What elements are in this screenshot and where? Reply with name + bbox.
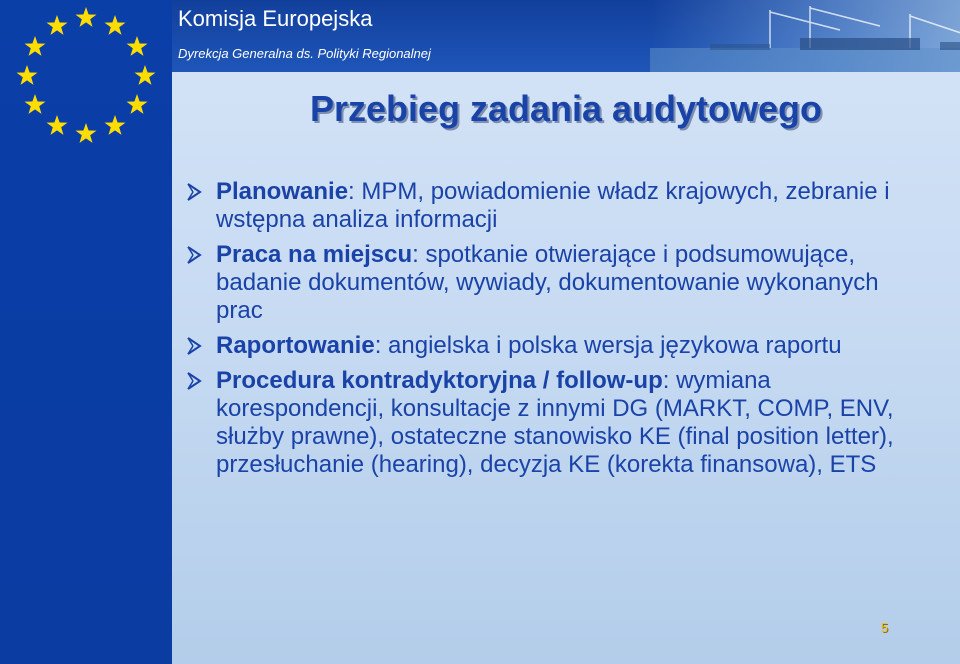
bullet-text: : wymiana korespondencji, konsultacje z innymi DG (MARKT, COMP, ENV, służby prawne), ostateczne stanowisko KE (final position letter), przesłuchanie (hearing), decyzja KE (korekta finansowa), ETS xyxy=(216,367,894,478)
arrow-bullet-icon xyxy=(184,336,204,356)
bullet-text: : angielska i polska wersja językowa raportu xyxy=(374,332,842,359)
bullet-term: Raportowanie xyxy=(216,332,375,359)
arrow-bullet-icon xyxy=(184,182,204,202)
slide-title: Przebieg zadania audytowego xyxy=(309,88,823,129)
eu-flag-band xyxy=(0,0,172,664)
page-number: 5 xyxy=(880,620,888,635)
list-item xyxy=(184,332,924,360)
arrow-bullet-icon xyxy=(184,371,204,391)
bullet-text: : MPM, powiadomienie władz krajowych, zebranie i wstępna analiza informacji xyxy=(216,178,890,233)
list-item xyxy=(184,367,924,479)
bullet-term: Planowanie xyxy=(216,178,349,205)
list-item xyxy=(184,241,924,325)
organization-subtitle: Dyrekcja Generalna ds. Polityki Regionalnej xyxy=(178,46,431,61)
bullet-term: Procedura kontradyktoryjna / follow-up xyxy=(216,367,663,394)
header-photo xyxy=(650,0,960,72)
bullet-list xyxy=(184,178,924,486)
arrow-bullet-icon xyxy=(184,245,204,265)
organization-title: Komisja Europejska xyxy=(178,6,373,31)
eu-stars-icon xyxy=(0,0,172,160)
bullet-term: Praca na miejscu xyxy=(216,241,413,268)
bullet-text: : spotkanie otwierające i podsumowujące, badanie dokumentów, wywiady, dokumentowanie wykonanych prac xyxy=(216,241,879,324)
list-item xyxy=(184,178,924,234)
harbor-image xyxy=(650,0,960,72)
